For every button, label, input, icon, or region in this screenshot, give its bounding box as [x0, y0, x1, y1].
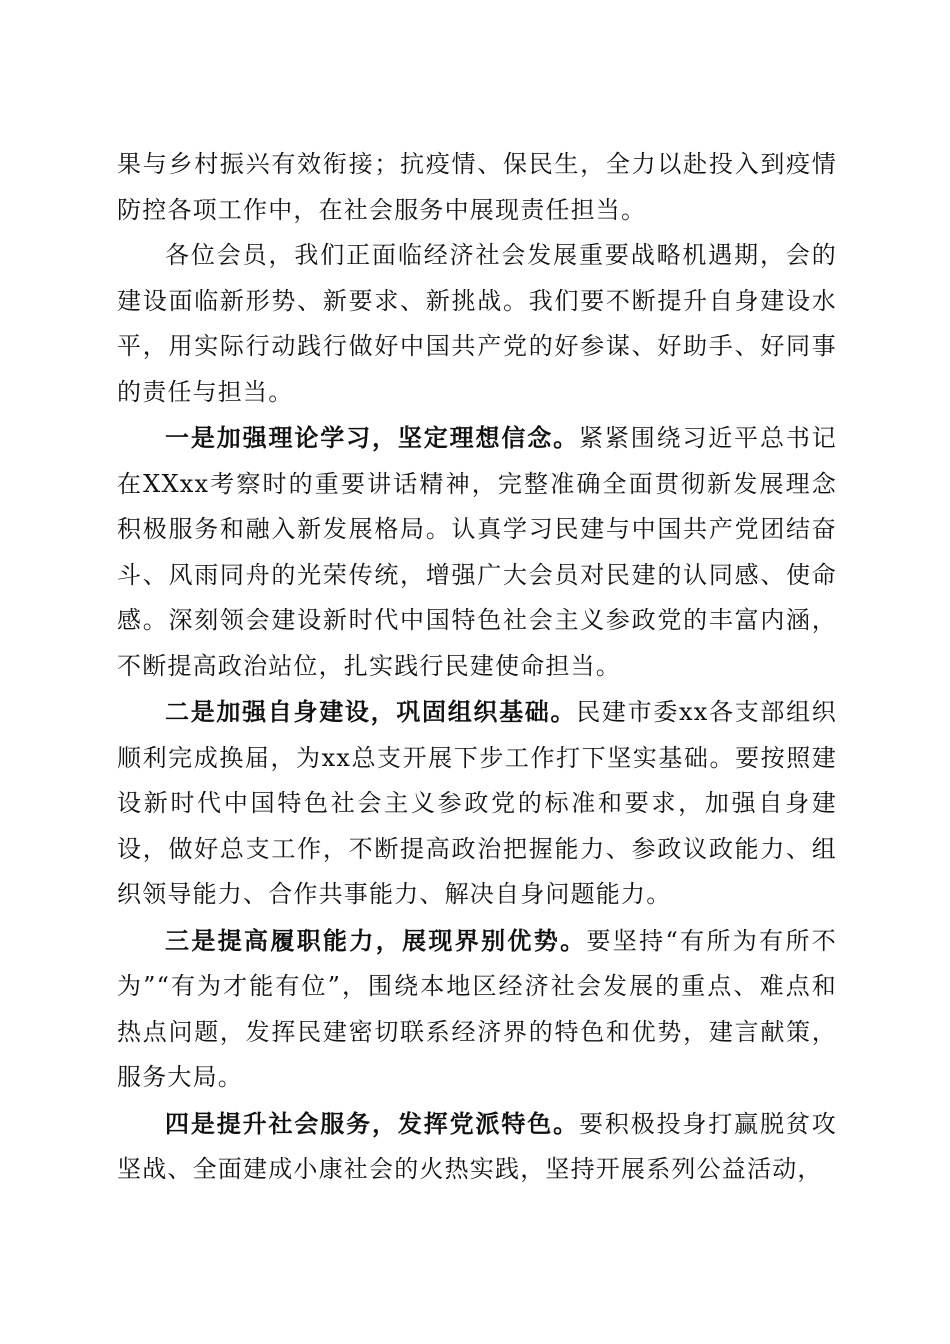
paragraph-3-lead: 一是加强理论学习，坚定理想信念。 — [165, 423, 579, 452]
paragraph-6 — [117, 1101, 837, 1193]
paragraph-6-lead: 四是提升社会服务，发挥党派特色。 — [165, 1108, 579, 1138]
paragraph-1-text: 果与乡村振兴有效衔接；抗疫情、保民生，全力以赴投入到疫情防控各项工作中，在社会服务中展现责任担当。 — [117, 150, 837, 224]
paragraph-1 — [117, 142, 837, 233]
paragraph-3 — [117, 415, 837, 689]
paragraph-5-lead: 三是提高履职能力，展现界别优势。 — [165, 925, 587, 955]
paragraph-2-text: 各位会员，我们正面临经济社会发展重要战略机遇期，会的建设面临新形势、新要求、新挑战。我们要不断提升自身建设水平，用实际行动践行做好中国共产党的好参谋、好助手、好同事的责任与担当。 — [117, 241, 837, 406]
paragraph-2 — [117, 233, 837, 415]
paragraph-5-text: 要坚持“有所为有所不为”“有为才能有位”，围绕本地区经济社会发展的重点、难点和热点问题，发挥民建密切联系经济界的特色和优势，建言献策，服务大局。 — [117, 926, 837, 1091]
paragraph-4 — [117, 689, 837, 918]
paragraph-4-text: 民建市委xx各支部组织顺利完成换届，为xx总支开展下步工作打下坚实基础。要按照建设新时代中国特色社会主义参政党的标准和要求，加强自身建设，做好总支工作，不断提高政治把握能力、参政议政能力、组织领导能力、合作共事能力、解决自身问题能力。 — [117, 698, 837, 908]
paragraph-6-text: 要积极投身打赢脱贫攻坚战、全面建成小康社会的火热实践，坚持开展系列公益活动， — [117, 1109, 837, 1183]
paragraph-3-text: 紧紧围绕习近平总书记在XXxx考察时的重要讲话精神，完整准确全面贯彻新发展理念积极服务和融入新发展格局。认真学习民建与中国共产党团结奋斗、风雨同舟的光荣传统，增强广大会员对民建的认同感、使命感。深刻领会建设新时代中国特色社会主义参政党的丰富内涵，不断提高政治站位，扎实践行民建使命担当。 — [117, 424, 837, 680]
paragraph-5 — [117, 918, 837, 1101]
document-body — [117, 142, 837, 1193]
paragraph-4-lead: 二是加强自身建设，巩固组织基础。 — [165, 697, 577, 726]
